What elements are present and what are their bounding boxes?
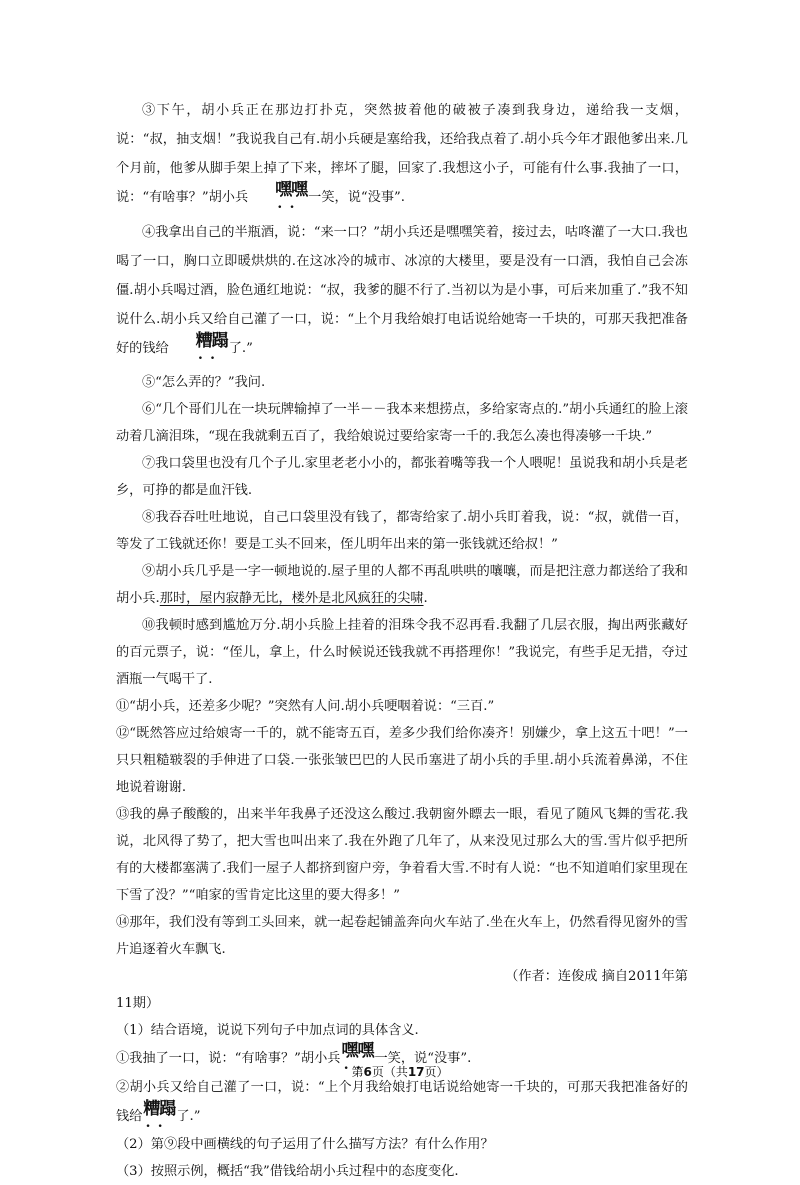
author-credit-continued: 11期） (116, 996, 160, 1011)
question-text: 了.” (176, 1109, 201, 1124)
footer-text: 第 (351, 1065, 364, 1079)
paragraph-7: ⑦我口袋里也没有几个子儿.家里老老小小的，都张着嘴等我一个人喂呢！虽说我和胡小兵是老乡，可挣的都是血汗钱. (116, 456, 688, 498)
footer-text: 页） (424, 1065, 449, 1079)
underlined-sentence: 那时，屋内寂静无比，楼外是北风疯狂的尖啸 (159, 591, 424, 606)
paragraph-9 (116, 558, 688, 612)
paragraph-6: ⑥“几个哥们儿在一块玩牌输掉了一半－－我本来想捞点，多给家寄点的.”胡小兵通红的脸上滚动着几滴泪珠，“现在我就剩五百了，我给娘说过要给家寄一千的.我怎么凑也得凑够一千块.” (116, 402, 688, 444)
question-text: 一笑，说“没事”. (374, 1051, 472, 1066)
dotted-word: 糟蹋 • • (142, 1100, 176, 1118)
paragraph-text: ③下午，胡小兵正在那边打扑克，突然披着他的破被子凑到我身边，递给我一支烟，说：“叔，抽支烟！”我说我自己有.胡小兵硬是塞给我，还给我点着了.胡小兵今年才跟他爹出来.几个月前，他爹从脚手架上掉了下来，摔坏了腿，回家了.我想这小子，可能有什么事.我抽了一口，说：“有啥事？”胡小兵 (116, 103, 688, 205)
document-body (116, 96, 688, 1185)
page-total: 17 (407, 1065, 425, 1079)
page-number: 6 (363, 1065, 372, 1079)
dotted-word: 嘿嘿 • • (248, 181, 308, 199)
paragraph-11: ⑪“胡小兵，还差多少呢？”突然有人问.胡小兵哽咽着说：“三百.” (116, 699, 495, 714)
paragraph-4 (116, 218, 688, 363)
question-text: ②胡小兵又给自己灌了一口，说：“上个月我给娘打电话说给她寄一千块的，可那天我把准备好的钱给 (116, 1080, 688, 1124)
paragraph-3 (116, 96, 688, 212)
footer-text: 页（共 (371, 1065, 408, 1079)
paragraph-14: ⑭那年，我们没有等到工头回来，就一起卷起铺盖奔向火车站了.坐在火车上，仍然看得见窗外的雪片追逐着火车飘飞. (116, 915, 688, 957)
paragraph-12: ⑫“既然答应过给娘寄一千的，就不能寄五百，差多少我们给你凑齐！别嫌少，拿上这五十吧！”一只只粗糙皲裂的手伸进了口袋.一张张皱巴巴的人民币塞进了胡小兵的手里.胡小兵流着鼻涕，不住地说着谢谢. (116, 726, 688, 795)
question-1-item-b (116, 1073, 688, 1131)
paragraph-text: ⑨胡小兵几乎是一字一顿地说的.屋子里的人都不再乱哄哄的嚷嚷，而是把注意力都送给了我和胡小兵. (116, 564, 688, 606)
paragraph-10: ⑩我顿时感到尴尬万分.胡小兵脸上挂着的泪珠令我不忍再看.我翻了几层衣服，掏出两张藏好的百元票子，说：“侄儿，拿上，什么时候说还钱我就不再搭理你！”我说完，有些手足无措，夺过酒瓶一气喝干了. (116, 618, 688, 687)
paragraph-8: ⑧我吞吞吐吐地说，自己口袋里没有钱了，都寄给家了.胡小兵盯着我，说：“叔，就借一百，等发了工钱就还你！要是工头不回来，侄儿明年出来的第一张钱就还给叔！” (116, 510, 688, 552)
page-footer (0, 1063, 800, 1080)
paragraph-5: ⑤“怎么弄的？”我问. (142, 375, 266, 390)
question-1: （1）结合语境，说说下列句子中加点词的具体含义. (116, 1023, 419, 1038)
paragraph-text: 了.” (228, 341, 253, 356)
question-text: ①我抽了一口，说：“有啥事？”胡小兵 (116, 1051, 341, 1066)
dotted-word: 嘿嘿 • • (340, 1042, 374, 1060)
paragraph-text: . (423, 591, 428, 606)
paragraph-text: ④我拿出自己的半瓶酒，说：“来一口？”胡小兵还是嘿嘿笑着，接过去，咕咚灌了一大口.我也喝了一口，胸口立即暖烘烘的.在这冰冷的城市、冰凉的大楼里，要是没有一口酒，我怕自己会冻僵.胡小兵喝过酒，脸色通红地说：“叔，我爹的腿不行了.当初以为是小事，可后来加重了.”我不知说什么.胡小兵又给自己灌了一口，说：“上个月我给娘打电话说给她寄一千块的，可那天我把准备好的钱给 (116, 225, 688, 356)
author-credit: （作者：连俊成 摘自2011年第 (505, 969, 688, 984)
paragraph-13: ⑬我的鼻子酸酸的，出来半年我鼻子还没这么酸过.我朝窗外瞟去一眼，看见了随风飞舞的雪花.我说，北风得了势了，把大雪也叫出来了.我在外跑了几年了，从来没见过那么大的雪.雪片似乎把所有的大楼都塞满了.我们一屋子人都挤到窗户旁，争着看大雪.不时有人说：“也不知道咱们家里现在下雪了没？”“咱家的雪肯定比这里的要大得多！” (116, 807, 688, 903)
dotted-word: 糟蹋 • • (169, 332, 229, 350)
question-3: （3）按照示例，概括“我”借钱给胡小兵过程中的态度变化. (116, 1164, 459, 1179)
question-2: （2）第⑨段中画横线的句子运用了什么描写方法？有什么作用？ (116, 1137, 494, 1152)
paragraph-text: 一笑，说“没事”. (308, 190, 405, 205)
